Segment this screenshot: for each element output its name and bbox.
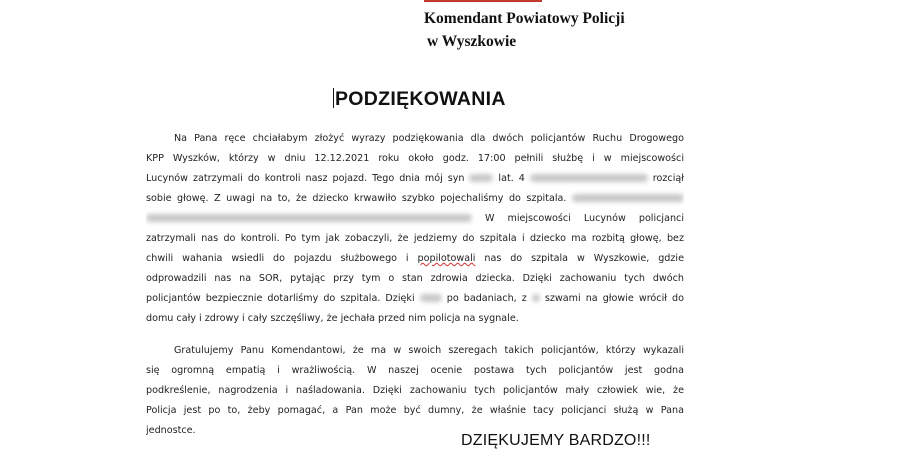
paragraph-1-line-5 [146,209,684,229]
paragraph-1-line-4 [146,189,684,209]
line-3-part-c: rozciął [652,173,684,184]
paragraph-1-line-10: domu cały i zdrowy i cały szczęśliwy, że jechała przed nim policja na sygnale. [146,313,519,324]
document-title [333,88,506,111]
line-3-part-a: Lucynów zatrzymali do kontroli nasz pojazd. Tego dnia mój syn [146,173,465,184]
paragraph-1-line-2: KPP Wyszków, którzy w dniu 12.12.2021 roku około godz. 17:00 pełnili służbę i w miejscowości [146,153,684,164]
redacted-text [146,214,472,222]
redacted-number [532,294,540,302]
line-5-text: W miejscowości Lucynów policjanci [485,213,684,224]
line-7-part-c: nas do szpitala w Wyszkowie, gdzie [484,253,684,264]
paragraph-2 [146,341,684,441]
redacted-text [530,174,648,182]
paragraph-1-line-9 [146,289,684,309]
title-text: PODZIĘKOWANIA [335,88,506,110]
letter-body [146,129,684,441]
addressee-line-2: w Wyszkowie [427,33,517,50]
paragraph-1-line-6: zatrzymali nas do kontroli. Po tym jak zobaczyli, że jedziemy do szpitala i dziecko ma rozbitą głowę, bez [146,233,684,244]
paragraph-1-line-7 [146,249,684,269]
addressee-block [424,7,625,53]
paragraph-2-line-3: podkreślenie, nagrodzenia i naśladowania. Dzięki zachowaniu tych policjantów mały człowiek wie, że [146,385,684,396]
paragraph-2-line-4: Policja jest po to, żeby pomagać, a Pan może być dumny, że właśnie tacy policjanci służą w Pana [146,405,684,416]
redacted-hospital-name [572,194,684,202]
paragraph-1-line-1: Na Pana ręce chciałabym złożyć wyrazy podziękowania dla dwóch policjantów Ruchu Drogowego [174,133,684,144]
text-cursor [333,88,334,108]
paragraph-1-line-8: odprowadzili nas na SOR, pytając przy tym o stan zdrowia dziecka. Dzięki zachowaniu tych dwóch [146,273,684,284]
closing-thanks: DZIĘKUJEMY BARDZO!!! [461,432,651,449]
line-7-part-a: chwili wahania wsiedli do pojazdu służbowego i [146,253,409,264]
paragraph-2-line-1: Gratulujemy Panu Komendantowi, że ma w swoich szeregach takich policjantów, którzy wykazali [174,345,684,356]
line-9-part-a: policjantów bezpiecznie dotarliśmy do szpitala. Dzięki [146,293,415,304]
paragraph-1 [146,129,684,329]
line-9-part-b: po badaniach, z [446,293,527,304]
line-3-part-b: lat. 4 [498,173,525,184]
paragraph-2-line-5: jednostce. [146,425,196,436]
addressee-line-1: Komendant Powiatowy Policji [424,10,625,27]
paragraph-1-line-3 [146,169,684,189]
line-9-part-c: szwami na głowie wrócił do [544,293,684,304]
paragraph-2-line-2: się ogromną empatią i wrażliwością. W naszej ocenie postawa tych policjantów jest godna [146,365,684,376]
spellcheck-word: popilotowali [417,253,476,264]
redacted-name [469,174,493,182]
header-accent-line [424,0,542,2]
redacted-text [420,294,442,302]
line-4-text: sobie głowę. Z uwagi na to, że dziecko krwawiło szybko pojechaliśmy do szpitala. [146,193,567,204]
